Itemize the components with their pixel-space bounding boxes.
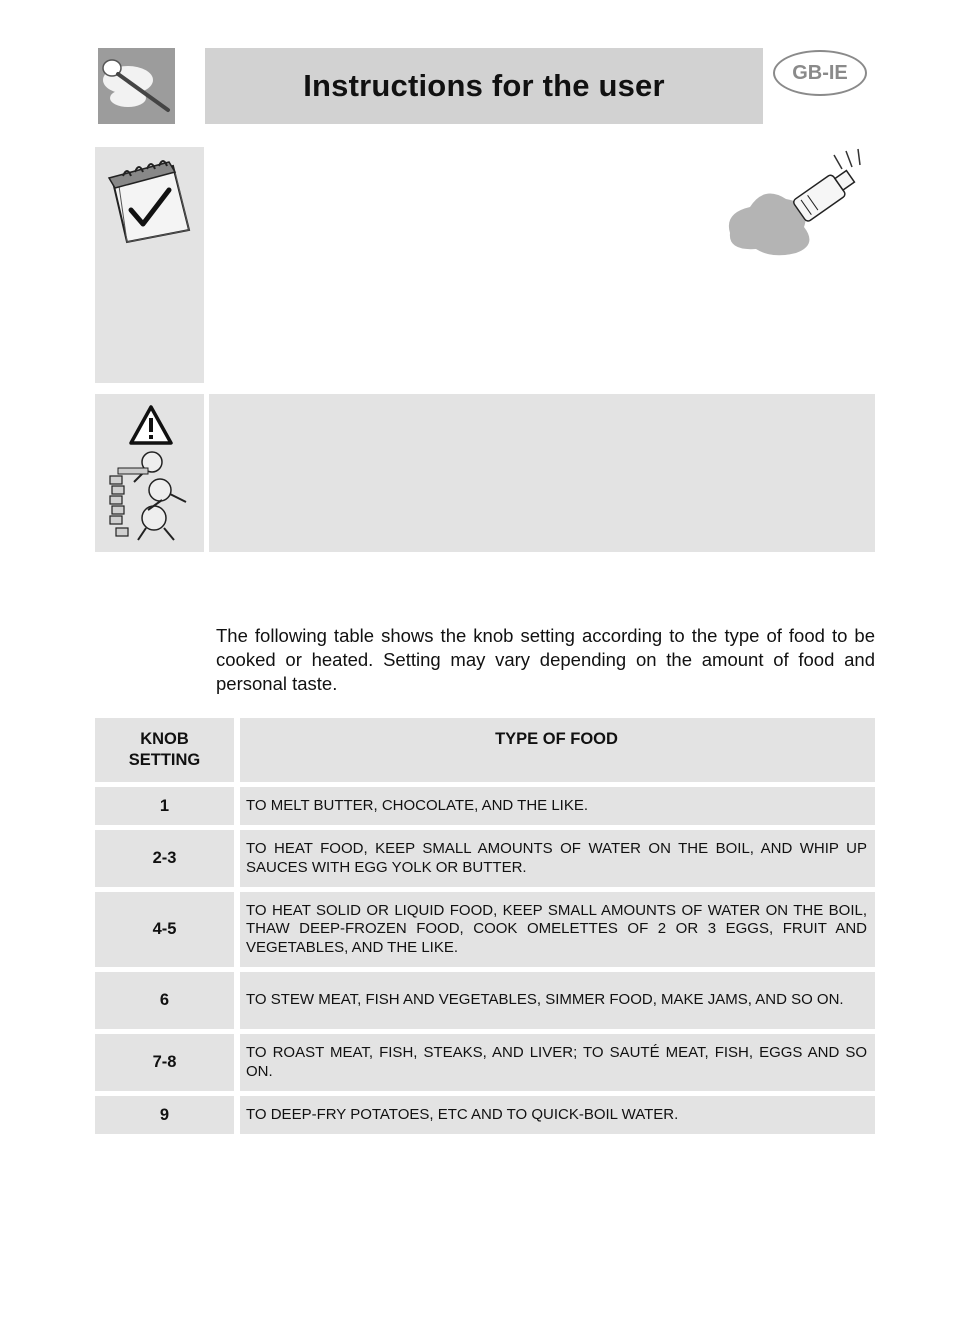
knob-value: 2-3 (95, 830, 234, 887)
table-row (95, 972, 875, 1029)
food-description: TO MELT BUTTER, CHOCOLATE, AND THE LIKE. (240, 787, 875, 825)
warning-panel-body (209, 394, 875, 552)
table-header-row (95, 718, 875, 782)
page-title: Instructions for the user (303, 68, 665, 103)
table-row (95, 830, 875, 887)
knob-value: 6 (95, 972, 234, 1029)
food-description: TO HEAT SOLID OR LIQUID FOOD, KEEP SMALL AMOUNTS OF WATER ON THE BOIL, THAW DEEP-FROZEN FOOD, COOK OMELETTES OF 2 OR 3 EGGS, FRUIT AND VEGETABLES, AND THE LIKE. (240, 892, 875, 967)
food-description: TO ROAST MEAT, FISH, STEAKS, AND LIVER; TO SAUTÉ MEAT, FISH, EGGS AND SO ON. (240, 1034, 875, 1091)
table-row (95, 1034, 875, 1091)
food-description: TO STEW MEAT, FISH AND VEGETABLES, SIMMER FOOD, MAKE JAMS, AND SO ON. (240, 972, 875, 1029)
table-row (95, 1096, 875, 1134)
chef-spoon-icon (98, 48, 175, 124)
knob-value: 4-5 (95, 892, 234, 967)
notepad-checkmark-icon (105, 160, 193, 244)
food-description: TO HEAT FOOD, KEEP SMALL AMOUNTS OF WATER ON THE BOIL, AND WHIP UP SAUCES WITH EGG YOLK OR BUTTER. (240, 830, 875, 887)
header-type-of-food: TYPE OF FOOD (240, 718, 875, 782)
table-row (95, 787, 875, 825)
knob-value: 1 (95, 787, 234, 825)
warning-triangle-icon (128, 404, 174, 446)
knob-settings-table (95, 718, 875, 1139)
country-code: GB-IE (792, 61, 848, 84)
table-row (95, 892, 875, 967)
country-badge (773, 50, 867, 96)
knob-value: 9 (95, 1096, 234, 1134)
children-climbing-illustration (104, 450, 198, 544)
knob-value: 7-8 (95, 1034, 234, 1091)
food-description: TO DEEP-FRY POTATOES, ETC AND TO QUICK-BOIL WATER. (240, 1096, 875, 1134)
header-knob-setting: KNOB SETTING (95, 718, 234, 782)
spilled-bottle-illustration (722, 145, 870, 257)
header-title-bar (205, 48, 763, 124)
intro-paragraph: The following table shows the knob setting according to the type of food to be cooked or heated. Setting may vary depending on the amount of food and personal taste. (216, 625, 875, 694)
